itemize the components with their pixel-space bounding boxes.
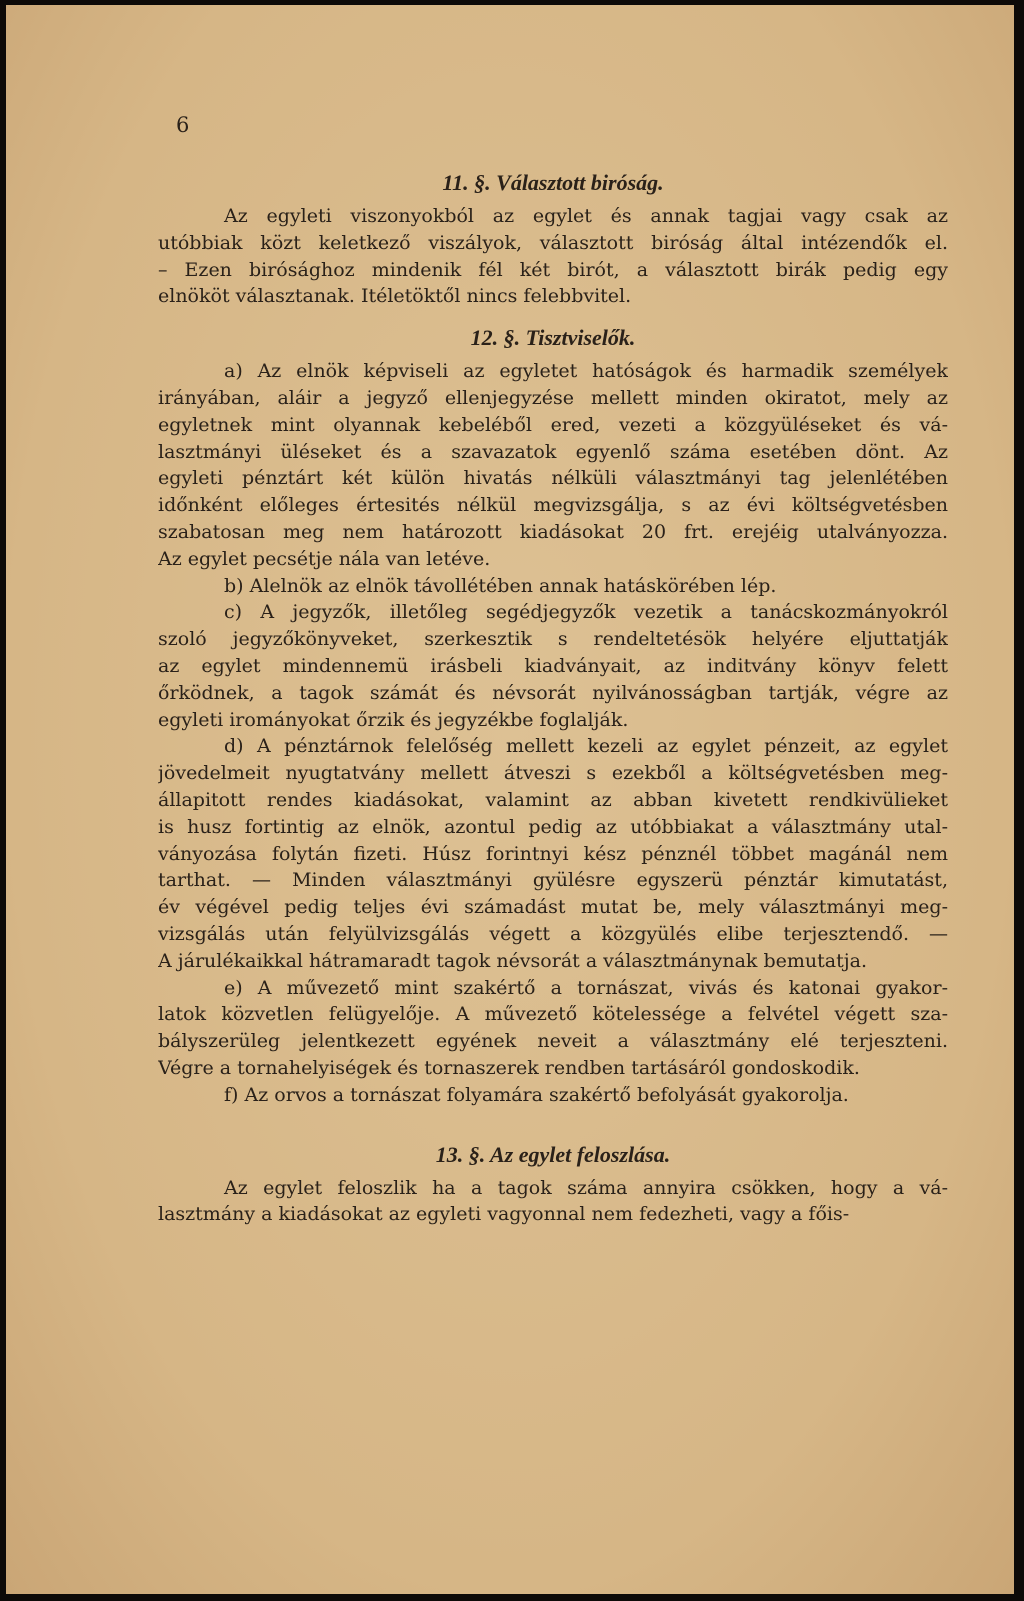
paragraph [158,733,948,974]
text-line: őrködnek, a tagok számát és névsorát nyilvánosságban tartják, végre az [158,681,948,704]
paragraph [158,975,948,1082]
section-heading: 12. §. Tisztviselők. [470,325,636,351]
text-line: tarthat. — Minden választmányi gyülésre egyszerü pénztár kimutatást, [158,869,948,892]
text-line: szabatosan meg nem határozott kiadásokat 20 frt. erejéig utalványozza. [158,520,948,543]
text-line: Végre a tornahelyiségek és tornaszerek rendben tartásáról gondoskodik. [158,1056,860,1079]
text-line: f) Az orvos a tornászat folyamára szakértő befolyását gyakorolja. [224,1083,849,1106]
text-line: A járulékaikkal hátramaradt tagok névsorát a választmánynak bemutatja. [158,949,867,972]
book-page [6,5,1014,1594]
text-line: szoló jegyzőkönyveket, szerkesztik s rendeltetésök helyére eljuttatják [158,628,948,651]
section-11 [158,165,948,310]
section-12 [158,320,948,1108]
text-line: egyleti pénztárt két külön hivatás nélküli választmányi tag jelenlétében [158,467,948,490]
text-line: állapitott rendes kiadásokat, valamint az abban kivetett rendkivülieket [158,788,948,811]
text-line: is husz fortintig az elnök, azontul pedig az utóbbiakat a választmány utal- [158,815,948,838]
text-line: utóbbiak közt keletkező viszályok, választott biróság által intézendők el. [158,231,948,254]
text-line: a) Az elnök képviseli az egyletet hatóságok és harmadik személyek [224,360,948,383]
text-line: egyletnek mint olyannak kebeléből ered, vezeti a közgyüléseket és vá- [158,413,948,436]
text-line: Az egylet feloszlik ha a tagok száma annyira csökken, hogy a vá- [224,1176,948,1199]
text-line: c) A jegyzők, illetőleg segédjegyzők vezetik a tanácskozmányokról [224,601,948,624]
paragraph [158,1175,948,1229]
text-line: ványozása folytán fizeti. Húsz forintnyi kész pénznél többet magánál nem [158,842,948,865]
paragraph [158,573,948,600]
text-line: időnként előleges értesités nélkül megvizsgálja, s az évi költségvetésben [158,494,948,517]
text-line: d) A pénztárnok felelőség mellett kezeli az egylet pénzeit, az egylet [224,735,948,758]
section-heading: 11. §. Választott biróság. [442,170,664,195]
paragraph [158,599,948,733]
text-line: bályszerüleg jelentkezett egyének neveit a választmány elé terjeszteni. [158,1030,948,1053]
paragraph [158,203,948,310]
paragraph [158,1082,948,1109]
text-line: év végével pedig teljes évi számadást mutat be, mely választmányi meg- [158,896,948,919]
text-line: latok közvetlen felügyelője. A művezető kötelessége a felvétel végett sza- [158,1003,948,1026]
text-line: az egylet mindennemü irásbeli kiadványait, az inditvány könyv felett [158,654,948,677]
text-line: Az egyleti viszonyokból az egylet és annak tagjai vagy csak az [224,205,948,227]
text-line: jövedelmeit nyugtatvány mellett átveszi s ezekből a költségvetésben meg- [158,762,948,785]
text-line: vizsgálás után felyülvizsgálás végett a közgyülés elibe terjesztendő. — [158,922,948,945]
page-number: 6 [176,113,190,137]
text-line: Az egylet pecsétje nála van letéve. [158,547,491,570]
text-body [158,165,948,1228]
text-line: lasztmány a kiadásokat az egyleti vagyonnal nem fedezheti, vagy a főis- [158,1203,850,1226]
paragraph [158,358,948,572]
text-line: lasztmányi üléseket és a szavazatok egyenlő száma esetében dönt. Az [158,440,948,463]
section-heading: 13. §. Az egylet feloszlása. [435,1141,671,1167]
text-line: e) A művezető mint szakértő a tornászat, vivás és katonai gyakor- [224,976,948,999]
section-13 [158,1137,948,1229]
text-line: egyleti irományokat őrzik és jegyzékbe foglalják. [158,708,629,731]
text-line: elnököt választanak. Itéletöktől nincs felebbvitel. [158,285,632,308]
text-line: irányában, aláir a jegyző ellenjegyzése mellett minden okiratot, mely az [158,386,948,409]
text-line: – Ezen birósághoz mindenik fél két birót, a választott birák pedig egy [158,258,948,281]
text-line: b) Alelnök az elnök távollétében annak hatáskörében lép. [224,574,777,597]
